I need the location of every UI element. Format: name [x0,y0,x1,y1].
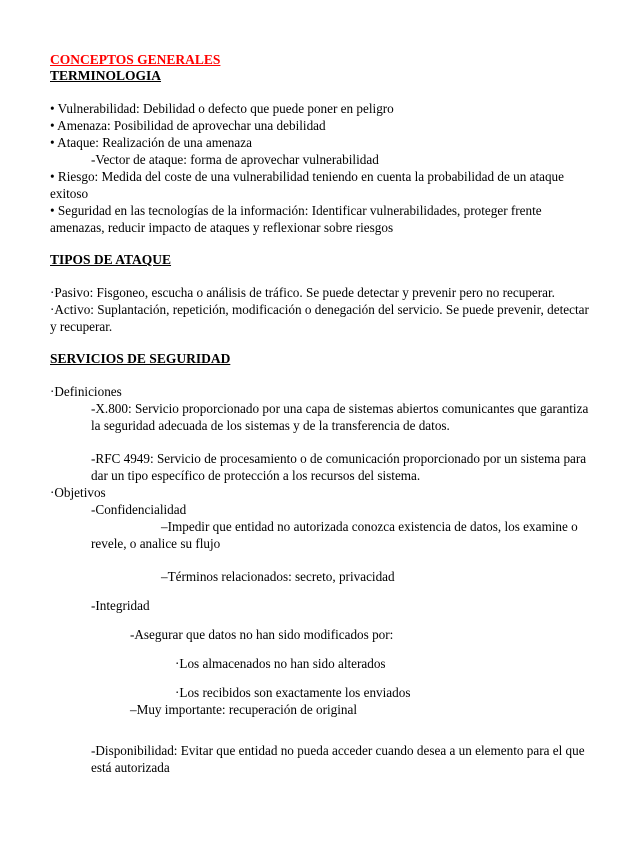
section-title: CONCEPTOS GENERALES [50,52,221,67]
integridad-detalle-2: –Muy importante: recuperación de original [130,702,358,717]
definiciones-label: ·Definiciones [50,384,122,399]
definicion-rfc4949: -RFC 4949: Servicio de procesamiento o de comunicación proporcionado por un sistema para dar un tipo específico de protección a los recursos del sistema. [91,451,587,483]
confidencialidad-detalle-2: –Términos relacionados: secreto, privacidad [161,569,395,584]
objetivos-label: ·Objetivos [50,485,106,500]
subsection-title-terminologia: TERMINOLOGIA [50,68,162,83]
tipo-pasivo: ·Pasivo: Fisgoneo, escucha o análisis de tráfico. Se puede detectar y prevenir pero no recuperar. [50,285,555,300]
term-amenaza: • Amenaza: Posibilidad de aprovechar una debilidad [50,118,326,133]
objetivo-integridad: -Integridad [91,598,150,613]
integridad-detalle-1a: ·Los almacenados no han sido alterados [175,656,386,671]
subsection-title-tipos-ataque: TIPOS DE ATAQUE [50,252,172,267]
term-vulnerabilidad: • Vulnerabilidad: Debilidad o defecto que puede poner en peligro [50,101,394,116]
tipo-activo: ·Activo: Suplantación, repetición, modificación o denegación del servicio. Se puede prevenir, detectar y recuperar. [50,302,589,334]
term-riesgo: • Riesgo: Medida del coste de una vulnerabilidad teniendo en cuenta la probabilidad de un ataque exitoso [50,169,564,201]
objetivo-disponibilidad: -Disponibilidad: Evitar que entidad no pueda acceder cuando desea a un elemento para el que está autorizada [91,743,585,775]
subsection-title-servicios: SERVICIOS DE SEGURIDAD [50,351,231,366]
term-ataque: • Ataque: Realización de una amenaza [50,135,252,150]
term-seguridad-ti: • Seguridad en las tecnologías de la información: Identificar vulnerabilidades, proteger frente amenazas, reducir impacto de ataques y reflexionar sobre riesgos [50,203,542,235]
integridad-detalle-1b: ·Los recibidos son exactamente los enviados [175,685,411,700]
objetivo-confidencialidad: -Confidencialidad [91,502,187,517]
integridad-detalle-1: -Asegurar que datos no han sido modificados por: [130,627,394,642]
confidencialidad-detalle-1: –Impedir que entidad no autorizada conozca existencia de datos, los examine o revele, o analice su flujo [91,519,578,551]
document-page [50,52,590,776]
definicion-x800: -X.800: Servicio proporcionado por una capa de sistemas abiertos comunicantes que garantiza la seguridad adecuada de los sistemas y de la transferencia de datos. [91,401,589,433]
term-vector-ataque: -Vector de ataque: forma de aprovechar vulnerabilidad [91,152,379,167]
